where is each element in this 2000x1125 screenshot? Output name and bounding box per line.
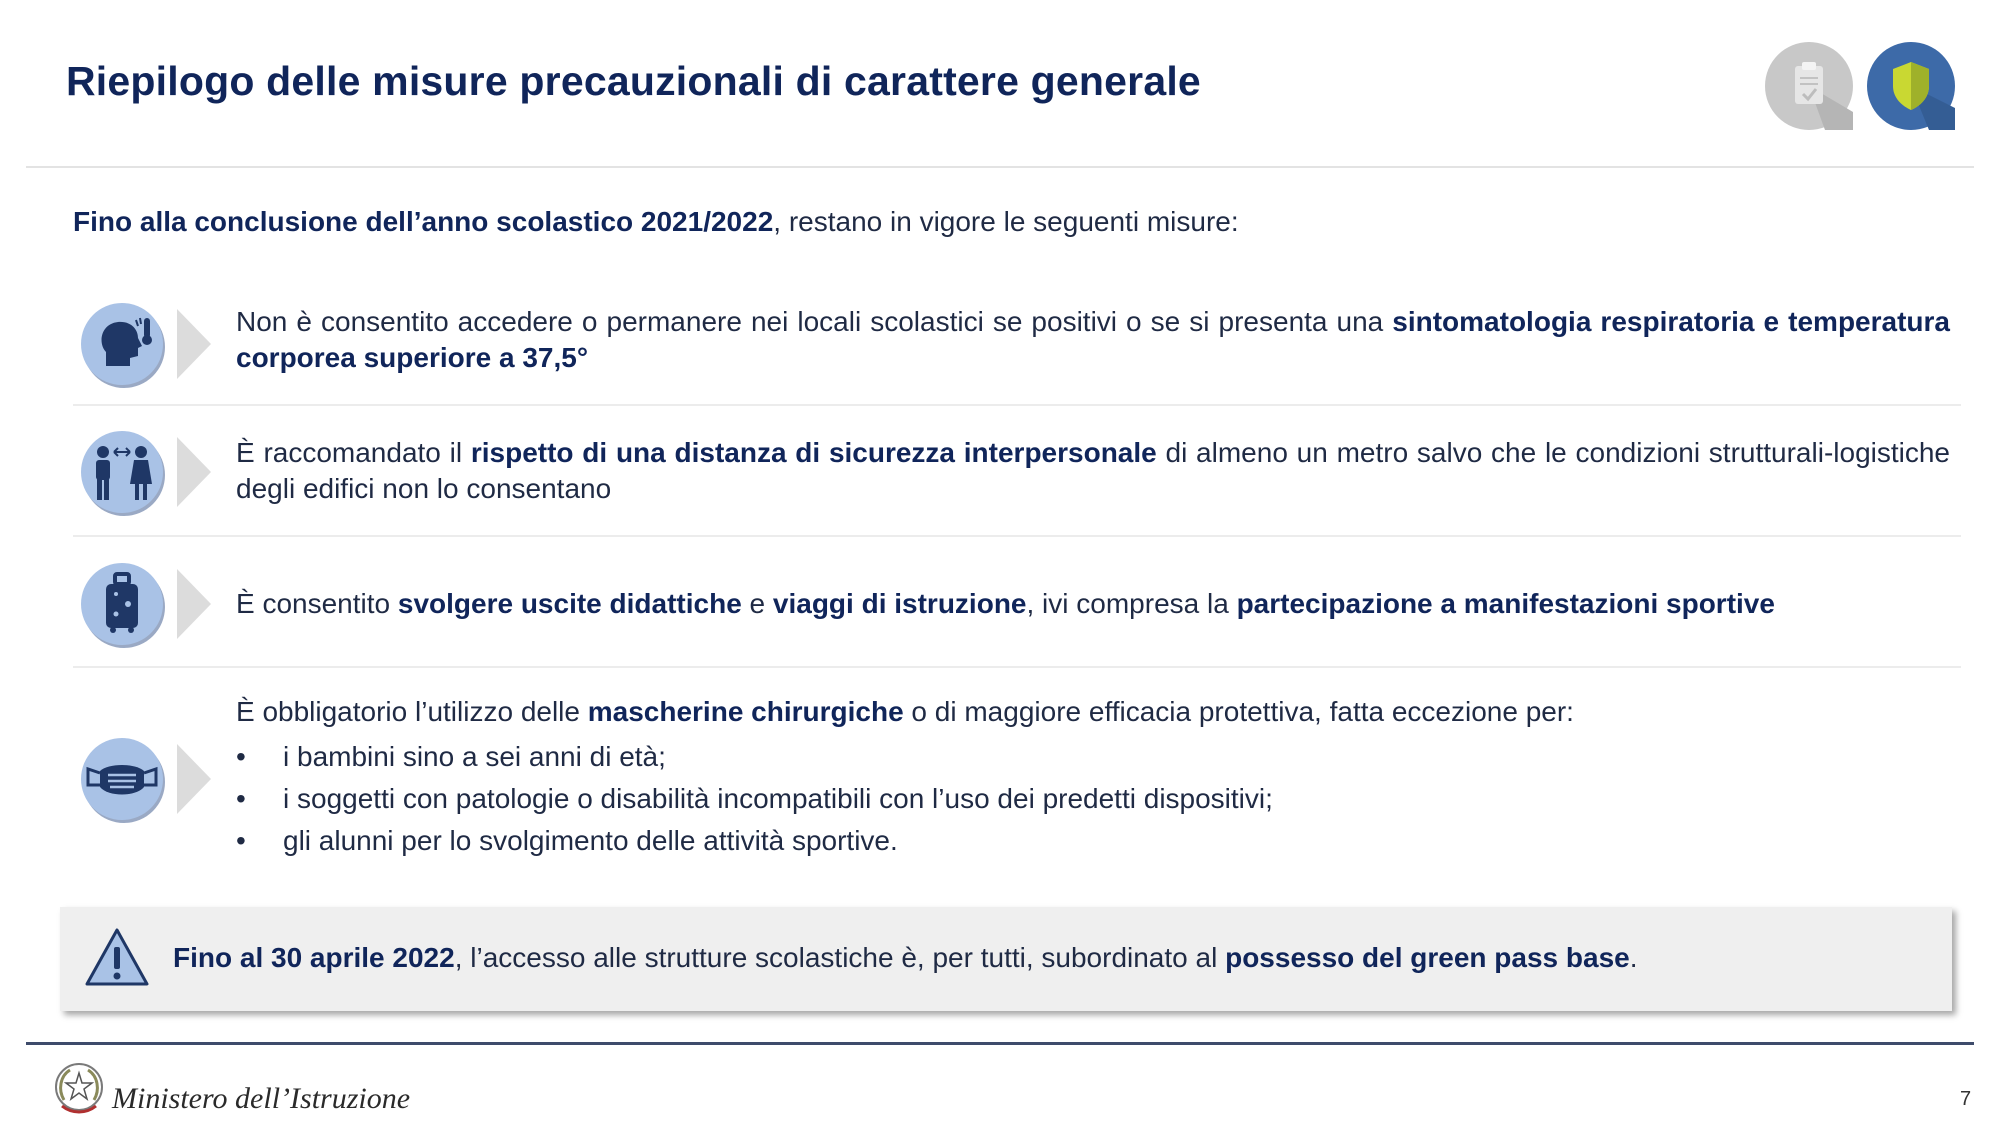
head-temperature-icon	[78, 300, 166, 388]
measure-item-distance	[73, 428, 1963, 518]
warning-icon	[84, 927, 150, 987]
list-item: • i bambini sino a sei anni di età;	[236, 736, 1950, 778]
measure-text: Non è consentito accedere o permanere nei locali scolastici se positivi o se si presenta una sintomatologia respiratoria e temperatura corporea superiore a 37,5°	[236, 306, 1950, 373]
clipboard-check-icon	[1765, 42, 1853, 130]
chevron-right-icon	[177, 744, 211, 814]
alert-text: Fino al 30 aprile 2022, l’accesso alle strutture scolastiche è, per tutti, subordinato al possesso del green pass base.	[173, 942, 1638, 973]
measure-text: È obbligatorio l’utilizzo delle mascherine chirurgiche o di maggiore efficacia protettiva, fatta eccezione per: • i bambini sino a sei anni di età; • i soggetti con patologie o disabilità incompatibili con l’uso dei predetti dispositivi; • gli alunni per lo svolgimento delle attività sportive.	[236, 694, 1950, 862]
page-title: Riepilogo delle misure precauzionali di carattere generale	[66, 58, 1201, 104]
header-divider	[26, 166, 1974, 168]
row-divider	[73, 404, 1961, 406]
measure-text: È consentito svolgere uscite didattiche e viaggi di istruzione, ivi compresa la partecipazione a manifestazioni sportive	[236, 588, 1775, 619]
measure-item-masks	[73, 690, 1963, 870]
social-distance-icon	[78, 428, 166, 516]
chevron-right-icon	[177, 437, 211, 507]
measure-text: È raccomandato il rispetto di una distanza di sicurezza interpersonale di almeno un metro salvo che le condizioni strutturali-logistiche degli edifici non lo consentano	[236, 437, 1951, 504]
travel-luggage-icon	[78, 560, 166, 648]
page-number: 7	[1960, 1088, 1972, 1110]
green-pass-alert	[60, 907, 1952, 1011]
list-item: • gli alunni per lo svolgimento delle attività sportive.	[236, 820, 1950, 862]
ministry-logo-text: Ministero dell’Istruzione	[112, 1082, 411, 1115]
intro-text: Fino alla conclusione dell’anno scolastico 2021/2022, restano in vigore le seguenti misure:	[73, 206, 1239, 237]
measure-item-trips	[73, 560, 1963, 650]
chevron-right-icon	[177, 309, 211, 379]
face-mask-icon	[78, 735, 166, 823]
footer-divider	[26, 1042, 1974, 1045]
row-divider	[73, 666, 1961, 668]
row-divider	[73, 535, 1961, 537]
exceptions-list	[236, 736, 1950, 862]
measure-item-symptoms	[73, 300, 1963, 390]
chevron-right-icon	[177, 569, 211, 639]
shield-icon	[1867, 42, 1955, 130]
list-item: • i soggetti con patologie o disabilità incompatibili con l’uso dei predetti dispositivi;	[236, 778, 1950, 820]
republic-emblem-icon	[52, 1060, 106, 1118]
